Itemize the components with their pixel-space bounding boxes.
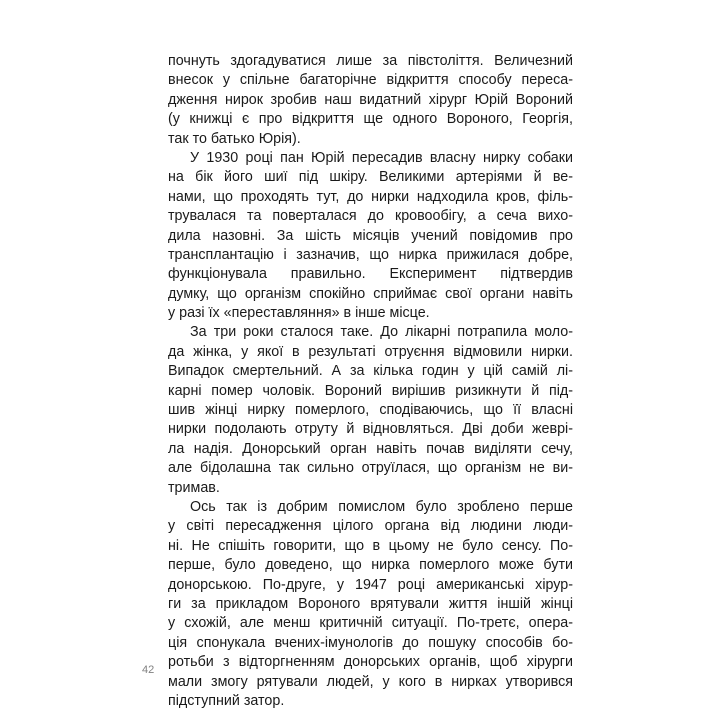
text-line: нами, що проходять тут, до нирки надходила кров, філь- bbox=[168, 188, 573, 205]
text-line: У 1930 році пан Юрій пересадив власну нирку собаки bbox=[190, 149, 573, 166]
text-line: За три роки сталося таке. До лікарні потрапила моло- bbox=[190, 324, 573, 341]
text-line: ла надія. Донорський орган навіть почав виділяти сечу, bbox=[168, 440, 573, 457]
text-line: перше, було доведено, що нирка померлого може бути bbox=[168, 557, 573, 574]
text-line: внесок у спільне багаторічне відкриття способу переса- bbox=[168, 72, 573, 89]
text-line: дила назовні. За шість місяців учений повідомив про bbox=[168, 227, 573, 244]
text-line: ги за прикладом Вороного врятували життя іншій жінці bbox=[168, 595, 573, 612]
text-line: але бідолашна так сильно отруїлася, що організм не ви- bbox=[168, 460, 573, 477]
text-line: карні помер чоловік. Вороний вирішив ризикнути й під- bbox=[168, 382, 573, 399]
text-line: у разі їх «переставляння» в інше місце. bbox=[168, 305, 430, 322]
text-line: на бік його шиї під шкіру. Великими артеріями й ве- bbox=[168, 169, 573, 186]
page-number: 42 bbox=[142, 664, 155, 676]
text-line: да жінка, у якої в результаті отруєння відмовили нирки. bbox=[168, 343, 573, 360]
text-line: тримав. bbox=[168, 479, 220, 496]
text-line: так то батько Юрія). bbox=[168, 130, 301, 147]
text-line: ні. Не спішіть говорити, що в цьому не було сенсу. По- bbox=[168, 537, 573, 554]
text-line: Випадок смертельний. А за кілька годин у цій самій лі- bbox=[168, 363, 573, 380]
text-line: підступний затор. bbox=[168, 692, 285, 709]
text-line: функціонувала правильно. Експеримент підтвердив bbox=[168, 266, 573, 283]
text-line: нирки подолають отруту й відновляться. Дві доби жеврі- bbox=[168, 421, 573, 438]
text-line: у світі пересадження цілого органа від людини люди- bbox=[168, 518, 573, 535]
text-line: трувалася та поверталася до кровообігу, а сеча вихо- bbox=[168, 208, 573, 225]
text-line: ція спонукала вчених-імунологів до пошуку способів бо- bbox=[168, 634, 573, 651]
paragraph bbox=[168, 498, 573, 711]
text-line: дження нирок зробив наш видатний хірург Юрій Вороний bbox=[168, 91, 573, 108]
text-line: ротьби з відторгненням донорських органів, щоб хірурги bbox=[168, 654, 573, 671]
text-line: трансплантацію і зазначив, що нирка прижилася добре, bbox=[168, 246, 573, 263]
paragraph bbox=[168, 52, 573, 149]
paragraph bbox=[168, 149, 573, 324]
text-line: шив жінці нирку померлого, сподіваючись, що її власні bbox=[168, 402, 573, 419]
paragraph bbox=[168, 323, 573, 498]
text-line: у схожій, але менш критичній ситуації. По-третє, опера- bbox=[168, 615, 573, 632]
text-line: мали змогу рятували людей, у кого в нирках утворився bbox=[168, 673, 573, 690]
text-line: донорською. По-друге, у 1947 році американські хірур- bbox=[168, 576, 573, 593]
text-line: (у книжці є про відкриття ще одного Вороного, Георгія, bbox=[168, 111, 573, 128]
body-text bbox=[168, 52, 573, 711]
text-line: думку, що організм спокійно сприймає свої органи навіть bbox=[168, 285, 573, 302]
text-line: почнуть здогадуватися лише за півстоліття. Величезний bbox=[168, 53, 573, 69]
text-line: Ось так із добрим помислом було зроблено перше bbox=[190, 498, 573, 515]
